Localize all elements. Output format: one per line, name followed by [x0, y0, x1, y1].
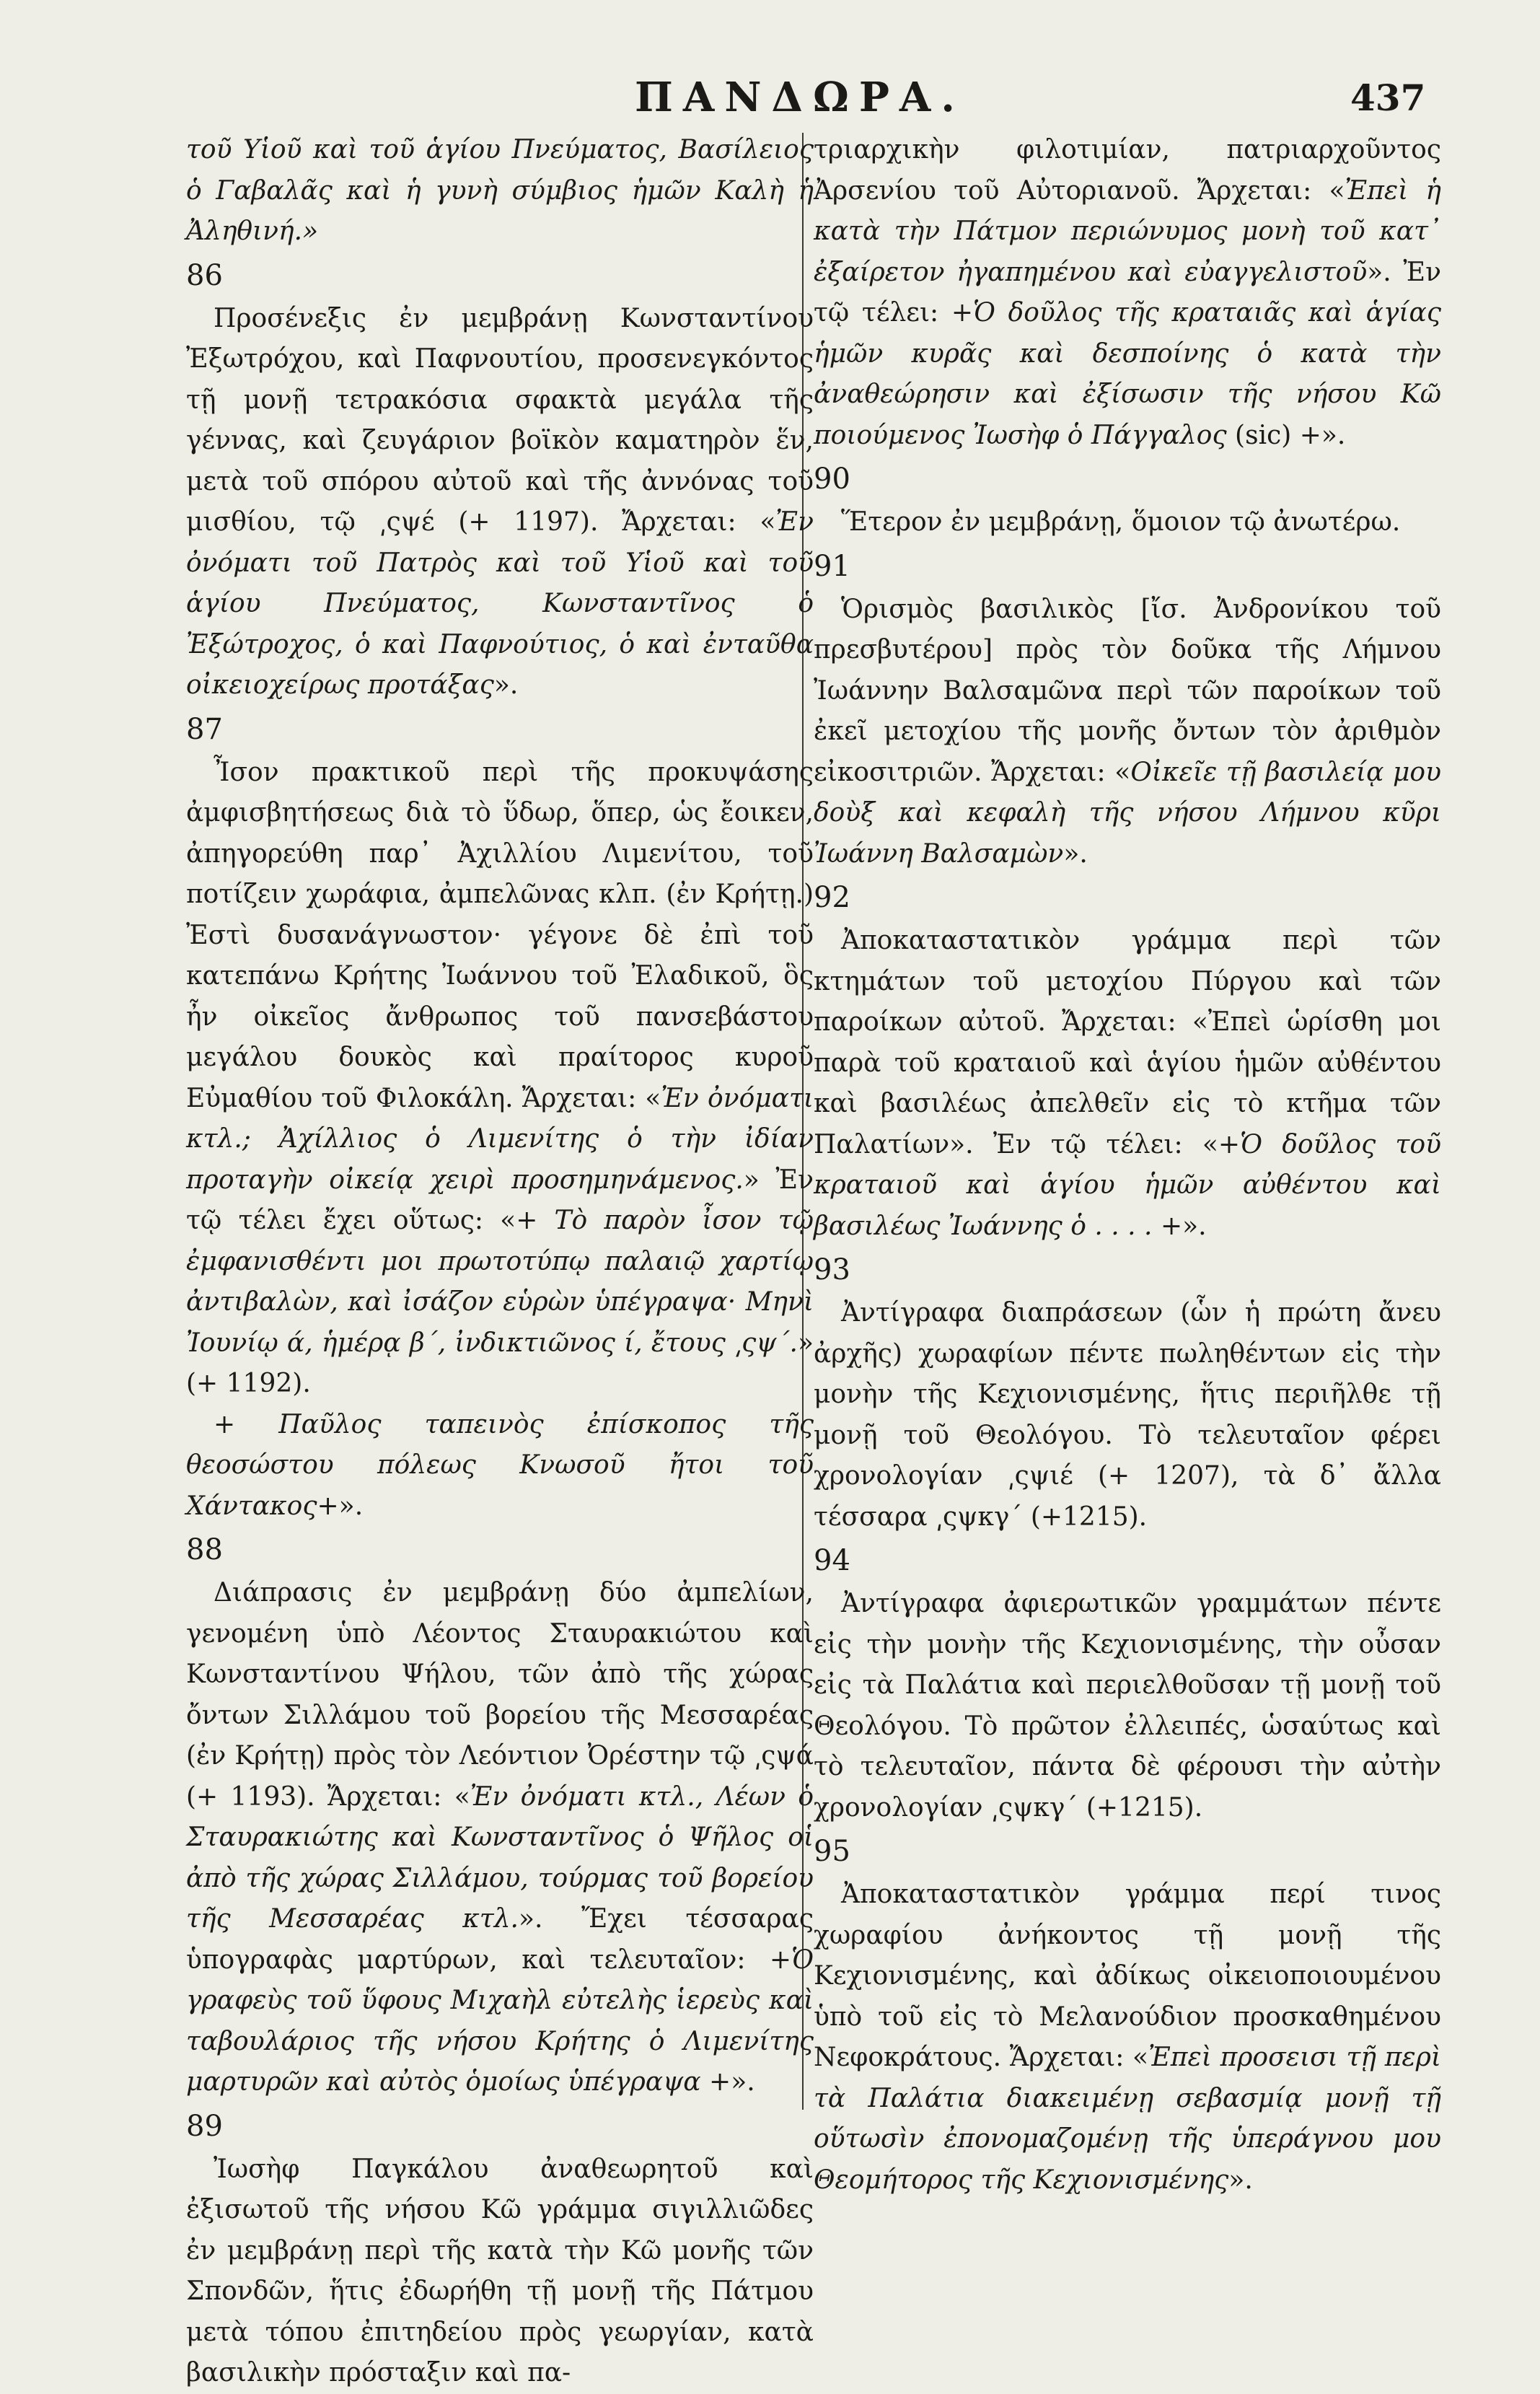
entry-86-quote: Ἐν ὀνόματι τοῦ Πατρὸς καὶ τοῦ Υἱοῦ καὶ τοῦ ἁγίου Πνεύματος, Κωνσταντῖνος ὁ Ἐξώτροχος, ὁ καὶ Παφνούτιος, ὁ καὶ ἐνταῦθα οἰκειοχείρως προτάξας [186, 507, 814, 700]
entry-95-quote: Ἐπεὶ προσεισι τῇ περὶ τὰ Παλάτια διακειμένῃ σεβασμίᾳ μονῇ τῇ οὕτωσὶν ἐπονομαζομένῃ τῆς ὑπεράγνου μου Θεομήτορος τῆς Κεχιονισμένης [814, 2043, 1441, 2195]
paragraph-continuation [186, 130, 814, 253]
entry-86-text [186, 299, 814, 706]
entry-88-text [186, 1573, 814, 2103]
entry-87-signature-close: +». [317, 1491, 364, 1521]
entry-number-95: 95 [814, 1835, 850, 1868]
entry-92-close: +». [1152, 1211, 1207, 1241]
entry-95-close: ». [1228, 2165, 1253, 2195]
entry-92-quote: Ὁ δοῦλος τοῦ κραταιοῦ καὶ ἁγίου ἡμῶν αὐθέντου καὶ βασιλέως Ἰωάννης ὁ . . . . [814, 1129, 1442, 1241]
entry-89-quote: Ἐπεὶ ἡ κατὰ τὴν Πάτμον περιώνυμος μονὴ τοῦ κατ᾽ ἐξαίρετον ἠγαπημένου καὶ εὐαγγελιστοῦ [814, 175, 1441, 287]
entry-89-description-cont: τριαρχικὴν φιλοτιμίαν, πατριαρχοῦντος Ἀρσενίου τοῦ Αὐτοριανοῦ. Ἄρχεται: « [814, 135, 1441, 206]
entry-89-continuation [814, 130, 1441, 456]
entry-87-middle: » Ἐν τῷ τέλει ἔχει οὕτως: «+ [186, 1165, 814, 1235]
entry-91-text [814, 589, 1441, 875]
entry-92-description: Ἀποκαταστατικὸν γράμμα περὶ τῶν κτημάτων τοῦ μετοχίου Πύργου καὶ τῶν παροίκων αὐτοῦ. Ἄρχεται: «Ἐπεὶ ὡρίσθη μοι παρὰ τοῦ κραταιοῦ καὶ ἁγίου ἡμῶν αὐθέντου καὶ βασιλέως ἀπελθεῖν εἰς τὸ κτῆμα τῶν Παλατίων». Ἐν τῷ τέλει: «+ [814, 926, 1441, 1159]
entry-89-quote-2: Ὁ δοῦλος τῆς κραταιᾶς καὶ ἁγίας ἡμῶν κυρᾶς καὶ δεσποίνης ὁ κατὰ τὴν ἀναθεώρησιν καὶ ἐξίσωσιν τῆς νήσου Κῶ ποιούμενος Ἰωσὴφ ὁ Πάγγαλος [814, 298, 1442, 450]
entry-87-quote-2: Τὸ παρὸν ἶσον τῷ ἐμφανισθέντι μοι πρωτοτύπῳ παλαιῷ χαρτίῳ ἀντιβαλὼν, καὶ ἰσάζον εὑρὼν ὑπέγραψα· Μηνὶ Ἰουνίῳ ά, ἡμέρᾳ β΄, ἰνδικτιῶνος ί, ἔτους ͵ςψ΄. [186, 1206, 814, 1358]
right-column [814, 130, 1441, 2201]
entry-88-middle: ». Ἔχει τέσσαρας ὑπογραφὰς μαρτύρων, καὶ τελευταῖον: + [186, 1904, 814, 1975]
entry-number-94: 94 [814, 1544, 850, 1577]
entry-88-quote-2: Ὁ γραφεὺς τοῦ ὕφους Μιχαὴλ εὐτελὴς ἱερεὺς καὶ ταβουλάριος τῆς νήσου Κρήτης ὁ Λιμενίτης μαρτυρῶν καὶ αὐτὸς ὁμοίως ὑπέγραψα [186, 1944, 814, 2097]
entry-87-date: » (+ 1192). [186, 1328, 814, 1398]
entry-number-89: 89 [186, 2109, 223, 2143]
entry-86-close: ». [493, 670, 519, 700]
entry-90-text: Ἕτερον ἐν μεμβράνῃ, ὅμοιον τῷ ἀνωτέρω. [841, 507, 1401, 537]
entry-number-87: 87 [186, 712, 223, 746]
quoted-text: τοῦ Υἱοῦ καὶ τοῦ ἁγίου Πνεύματος, Βασίλειος ὁ Γαβαλᾶς καὶ ἡ γυνὴ σύμβιος ἡμῶν Καλὴ ἡ Ἀληθινή.» [186, 135, 814, 246]
running-title: ΠΑΝΔΩΡΑ. [635, 74, 965, 121]
entry-88-description: Διάπρασις ἐν μεμβράνῃ δύο ἀμπελίων, γενομένη ὑπὸ Λέοντος Σταυρακιώτου καὶ Κωνσταντίνου Ψήλου, τῶν ἀπὸ τῆς χώρας ὄντων Σιλλάμου τοῦ βορείου τῆς Μεσσαρέας (ἐν Κρήτῃ) πρὸς τὸν Λεόντιον Ὀρέστην τῷ ͵ςψά (+ 1193). Ἄρχεται: « [186, 1578, 814, 1812]
entry-93-text: Ἀντίγραφα διαπράσεων (ὧν ἡ πρώτη ἄνευ ἀρχῆς) χωραφίων πέντε πωληθέντων εἰς τὴν μονὴν τῆς Κεχιονισμένης, ἥτις περιῆλθε τῇ μονῇ τοῦ Θεολόγου. Τὸ τελευταῖον φέρει χρονολογίαν ͵ςψιέ (+ 1207), τὰ δ᾽ ἄλλα τέσσαρα ͵ςψκγ΄ (+1215). [814, 1298, 1441, 1532]
entry-89-close: (sic) +». [1226, 420, 1346, 450]
entry-number-90: 90 [814, 462, 850, 496]
entry-94-text: Ἀντίγραφα ἀφιερωτικῶν γραμμάτων πέντε εἰς τὴν μονὴν τῆς Κεχιονισμένης, τὴν οὖσαν εἰς τὰ Παλάτια καὶ περιελθοῦσαν τῇ μονῇ τοῦ Θεολόγου. Τὸ πρῶτον ἐλλειπές, ὡσαύτως καὶ τὸ τελευταῖον, πάντα δὲ φέρουσι τὴν αὐτὴν χρονολογίαν ͵ςψκγ΄ (+1215). [814, 1589, 1441, 1823]
entry-87-description: Ἶσον πρακτικοῦ περὶ τῆς προκυψάσης ἀμφισβητήσεως διὰ τὸ ὕδωρ, ὅπερ, ὡς ἔοικεν, ἀπηγορεύθη παρ᾽ Ἀχιλλίου Λιμενίτου, τοῦ ποτίζειν χωράφια, ἀμπελῶνας κλπ. (ἐν Κρήτῃ.) Ἐστὶ δυσανάγνωστον· γέγονε δὲ ἐπὶ τοῦ κατεπάνω Κρήτης Ἰωάννου τοῦ Ἐλαδικοῦ, ὃς ἦν οἰκεῖος ἄνθρωπος τοῦ πανσεβάστου μεγάλου δουκὸς καὶ πραίτορος κυροῦ Εὐμαθίου τοῦ Φιλοκάλη. Ἄρχεται: « [186, 757, 814, 1113]
entry-86-description: Προσένεξις ἐν μεμβράνῃ Κωνσταντίνου Ἐξωτρόχου, καὶ Παφνουτίου, προσενεγκόντος τῇ μονῇ τετρακόσια σφακτὰ μεγάλα τῆς γέννας, καὶ ζευγάριον βοϊκὸν καματηρὸν ἕν, μετὰ τοῦ σπόρου αὐτοῦ καὶ τῆς ἀννόνας τοῦ μισθίου, τῷ ͵ςψέ (+ 1197). Ἄρχεται: « [186, 303, 814, 537]
entry-95-description: Ἀποκαταστατικὸν γράμμα περί τινος χωραφίου ἀνήκοντος τῇ μονῇ τῆς Κεχιονισμένης, καὶ ἀδίκως οἰκειοποιουμένου ὑπὸ τοῦ εἰς τὸ Μελανούδιον προσκαθημένου Νεφοκράτους. Ἄρχεται: « [814, 1880, 1441, 2072]
entry-89-description: Ἰωσὴφ Παγκάλου ἀναθεωρητοῦ καὶ ἐξισωτοῦ τῆς νήσου Κῶ γράμμα σιγιλλιῶδες ἐν μεμβράνῃ περὶ τῆς κατὰ τὴν Κῶ μονῆς τῶν Σπονδῶν, ἥτις ἐδωρήθη τῇ μονῇ τῆς Πάτμου μετὰ τόπου ἐπιτηδείου πρὸς γεωργίαν, κατὰ βασιλικὴν πρόσταξιν καὶ πα- [186, 2154, 814, 2388]
entry-87-quote: Ἐν ὀνόματι κτλ.; Ἀχίλλιος ὁ Λιμενίτης ὁ τὴν ἰδίαν προταγὴν οἰκείᾳ χειρὶ προσημηνάμενος. [186, 1083, 814, 1195]
entry-88-quote: Ἐν ὀνόματι κτλ., Λέων ὁ Σταυρακιώτης καὶ Κωνσταντῖνος ὁ Ψῆλος οἱ ἀπὸ τῆς χώρας Σιλλάμου, τούρμας τοῦ βορείου τῆς Μεσσαρέας κτλ. [186, 1781, 814, 1934]
entry-number-91: 91 [814, 549, 850, 583]
entry-number-92: 92 [814, 881, 850, 914]
entry-92-text [814, 921, 1441, 1247]
entry-89-middle: ». Ἐν τῷ τέλει: + [814, 257, 1441, 328]
entry-91-close: ». [1063, 838, 1088, 869]
entry-89-text [186, 2149, 814, 2394]
entry-87-signature [186, 1405, 814, 1527]
entry-91-quote: Οἰκεῖε τῇ βασιλείᾳ μου δοὺξ καὶ κεφαλὴ τῆς νήσου Λήμνου κῦρι Ἰωάννη Βαλσαμὼν [814, 757, 1441, 869]
entry-88-close: +». [700, 2067, 755, 2097]
entry-number-93: 93 [814, 1253, 850, 1286]
page-header [0, 66, 1540, 131]
entry-91-description: Ὁρισμὸς βασιλικὸς [ἴσ. Ἀνδρονίκου τοῦ πρεσβυτέρου] πρὸς τὸν δοῦκα τῆς Λήμνου Ἰωάννην Βαλσαμῶνα περὶ τῶν παροίκων τοῦ ἐκεῖ μετοχίου τῆς μονῆς ὄντων τὸν ἀριθμὸν εἰκοσιτριῶν. Ἄρχεται: « [814, 594, 1441, 787]
page-number: 437 [1350, 76, 1426, 119]
entry-number-88: 88 [186, 1533, 223, 1566]
left-column [186, 130, 814, 2394]
entry-87-signature-text: + Παῦλος ταπεινὸς ἐπίσκοπος τῆς θεοσώστου πόλεως Κνωσοῦ ἤτοι τοῦ Χάντακος [186, 1409, 814, 1521]
entry-number-86: 86 [186, 258, 223, 292]
entry-87-text [186, 753, 814, 1405]
entry-95-text [814, 1875, 1441, 2201]
